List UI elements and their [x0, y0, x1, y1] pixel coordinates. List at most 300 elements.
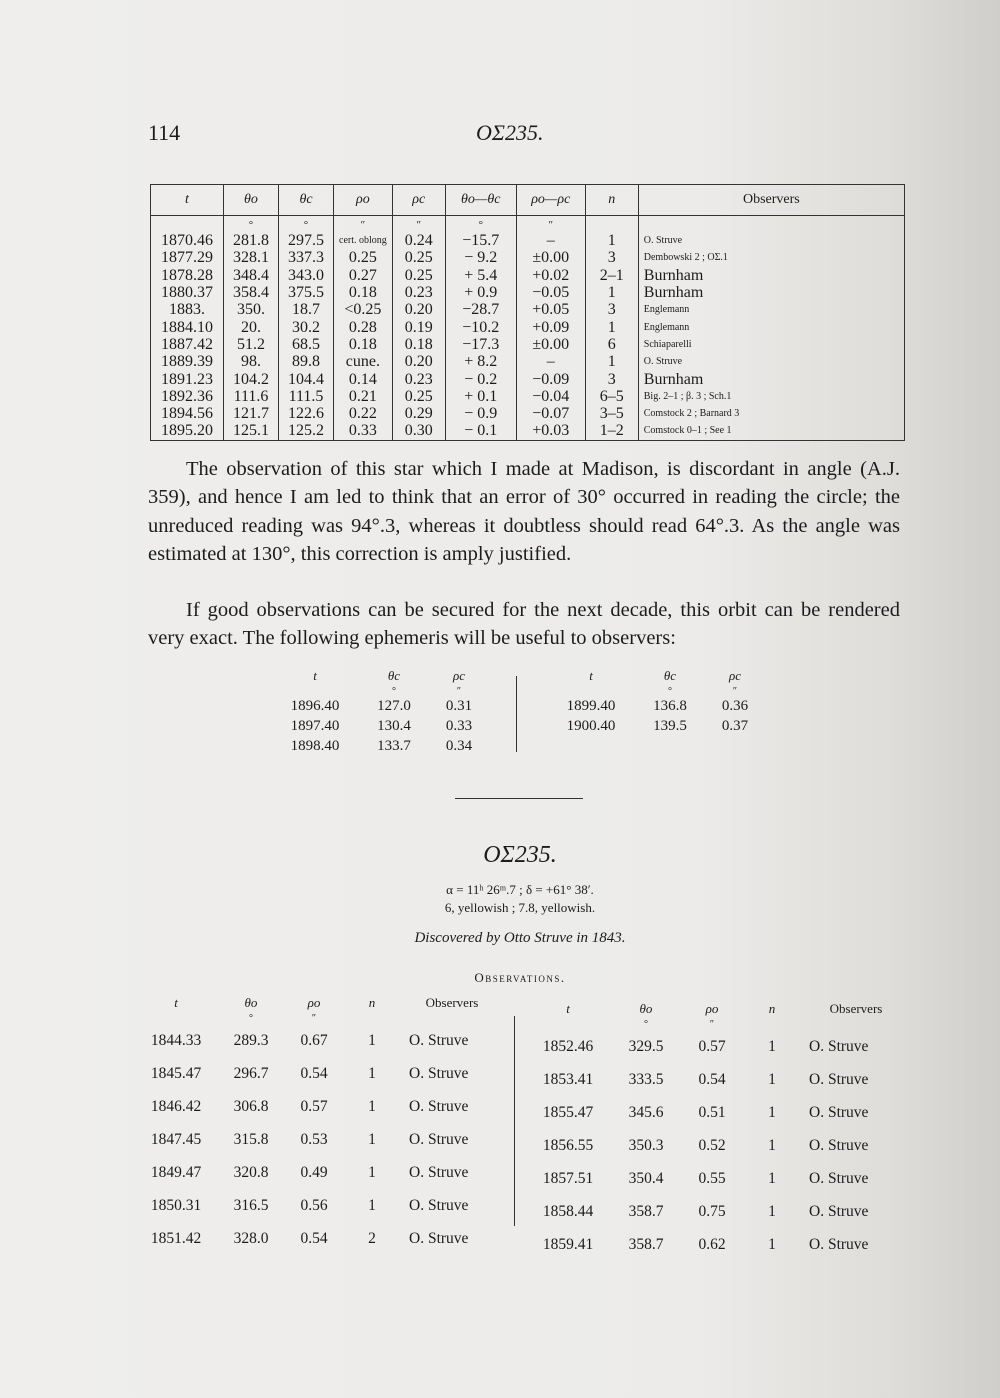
table-row	[151, 301, 905, 318]
unit: °	[249, 1013, 253, 1024]
table-cell: Dembowski 2 ; OΣ.1	[638, 249, 904, 266]
table-row	[272, 736, 488, 756]
table-cell: 358.7	[628, 1235, 664, 1253]
table-cell: 1	[768, 1103, 776, 1121]
col-header: θc	[663, 668, 677, 683]
table-cell: 0.28	[334, 318, 393, 335]
table-cell: − 0.2	[445, 370, 516, 387]
table-cell: 337.3	[279, 249, 334, 266]
table-cell: 3	[585, 370, 638, 387]
table-cell: 350.4	[628, 1169, 664, 1187]
table-cell: O. Struve	[809, 1037, 869, 1055]
table-cell: O. Struve	[409, 1064, 469, 1082]
table-cell: 125.2	[279, 422, 334, 440]
col-header: θo	[639, 1001, 653, 1016]
col-header: ρo—ρc	[516, 185, 585, 216]
table-cell: 30.2	[279, 318, 334, 335]
table-cell: 1	[368, 1097, 376, 1115]
table-cell: −0.04	[516, 388, 585, 405]
table-cell: 296.7	[233, 1064, 269, 1082]
table-cell: 0.54	[300, 1064, 328, 1082]
table-cell: 1	[768, 1136, 776, 1154]
table-cell: 111.5	[279, 388, 334, 405]
col-header: ρo	[705, 1001, 719, 1016]
units-row	[151, 216, 905, 233]
table-cell: 358.7	[628, 1202, 664, 1220]
table-cell: 306.8	[233, 1097, 269, 1115]
table-cell: 0.53	[300, 1130, 328, 1148]
table-cell: 1880.37	[151, 284, 224, 301]
table-cell: 0.75	[698, 1202, 726, 1220]
table-cell: 333.5	[628, 1070, 664, 1088]
table-cell: − 0.1	[445, 422, 516, 440]
table-cell: −0.05	[516, 284, 585, 301]
table-cell: −0.09	[516, 370, 585, 387]
table-cell: 3–5	[585, 405, 638, 422]
table-cell: 1	[368, 1064, 376, 1082]
table-cell: O. Struve	[809, 1103, 869, 1121]
col-header: θc	[387, 668, 401, 683]
comparison-table	[150, 184, 905, 441]
table-cell: + 0.1	[445, 388, 516, 405]
table-cell: 1877.29	[151, 249, 224, 266]
table-row	[151, 336, 905, 353]
units-row	[135, 1014, 503, 1024]
table-cell: 136.8	[653, 697, 687, 714]
table-cell: 0.18	[334, 336, 393, 353]
table-cell: O. Struve	[409, 1097, 469, 1115]
table-cell: Comstock 2 ; Barnard 3	[638, 405, 904, 422]
table-cell: 1847.45	[150, 1130, 202, 1148]
table-cell: 1	[585, 353, 638, 370]
table-cell: O. Struve	[638, 353, 904, 370]
table-cell: 0.51	[698, 1103, 726, 1121]
col-header: ρo	[334, 185, 393, 216]
table-row	[151, 353, 905, 370]
table-row	[525, 1096, 911, 1129]
table-cell: 1	[368, 1163, 376, 1181]
col-header: Observers	[425, 995, 479, 1010]
col-header: ρc	[452, 668, 465, 683]
table-row	[548, 716, 764, 736]
table-cell: 1	[585, 284, 638, 301]
table-cell: 1850.31	[150, 1196, 202, 1214]
table-row	[135, 1024, 503, 1057]
table-cell: 0.49	[300, 1163, 328, 1181]
table-cell: O. Struve	[809, 1070, 869, 1088]
discovery-note: Discovered by Otto Struve in 1843.	[414, 930, 626, 946]
table-row	[135, 1057, 503, 1090]
table-cell: 1855.47	[542, 1103, 594, 1121]
table-cell: 1870.46	[151, 232, 224, 249]
observations-header-row	[525, 998, 911, 1020]
table-cell: 1857.51	[542, 1169, 594, 1187]
table-cell: 122.6	[279, 405, 334, 422]
unit: ″	[334, 216, 393, 233]
table-row	[151, 284, 905, 301]
table-row	[525, 1228, 911, 1261]
table-row	[525, 1063, 911, 1096]
table-cell: 0.18	[392, 336, 445, 353]
table-cell: 1859.41	[542, 1235, 594, 1253]
table-cell: −17.3	[445, 336, 516, 353]
col-header: n	[368, 995, 376, 1010]
table-cell: 0.25	[392, 267, 445, 284]
table-cell: 0.22	[334, 405, 393, 422]
table-cell: 1845.47	[150, 1064, 202, 1082]
col-header: θo	[244, 995, 258, 1010]
table-cell: O. Struve	[409, 1196, 469, 1214]
unit: ″	[456, 686, 462, 697]
table-row	[151, 249, 905, 266]
table-cell: 0.34	[445, 737, 473, 754]
unit	[801, 1020, 911, 1030]
table-cell: 0.29	[392, 405, 445, 422]
table-cell: O. Struve	[409, 1031, 469, 1049]
table-cell: 1844.33	[150, 1031, 202, 1049]
table-cell: 133.7	[377, 737, 411, 754]
table-cell: − 9.2	[445, 249, 516, 266]
unit: °	[445, 216, 516, 233]
table-cell: 1884.10	[151, 318, 224, 335]
table-cell: +0.05	[516, 301, 585, 318]
table-cell: +0.09	[516, 318, 585, 335]
unit	[401, 1014, 503, 1024]
table-cell: 0.55	[698, 1169, 726, 1187]
table-cell: 0.18	[334, 284, 393, 301]
table-cell: 1900.40	[566, 717, 616, 734]
observations-table-left	[135, 992, 503, 1255]
table-cell: 121.7	[224, 405, 279, 422]
table-cell: O. Struve	[809, 1235, 869, 1253]
table-cell: 20.	[224, 318, 279, 335]
table-cell: 0.67	[300, 1031, 328, 1049]
table-cell: O. Struve	[809, 1136, 869, 1154]
table-cell: 1	[768, 1070, 776, 1088]
table-cell: 1	[768, 1169, 776, 1187]
table-row	[135, 1123, 503, 1156]
table-cell: 1897.40	[290, 717, 340, 734]
table-cell: 297.5	[279, 232, 334, 249]
table-cell: 345.6	[628, 1103, 664, 1121]
table-cell: 328.0	[233, 1229, 269, 1247]
table-cell: 1894.56	[151, 405, 224, 422]
col-header: t	[151, 185, 224, 216]
table-cell: –	[516, 232, 585, 249]
table-cell: 0.54	[698, 1070, 726, 1088]
section-rule	[455, 798, 583, 799]
unit: ″	[311, 1013, 317, 1024]
table-cell: 0.20	[392, 353, 445, 370]
unit	[151, 216, 224, 233]
col-header: θo—θc	[445, 185, 516, 216]
table-cell: 0.52	[698, 1136, 726, 1154]
table-cell: 1898.40	[290, 737, 340, 754]
table-row	[151, 318, 905, 335]
table-cell: 0.62	[698, 1235, 726, 1253]
table-cell: 350.3	[628, 1136, 664, 1154]
ephemeris-header-row	[548, 664, 764, 688]
table-cell: −0.07	[516, 405, 585, 422]
table-row	[135, 1156, 503, 1189]
table-row	[135, 1189, 503, 1222]
unit	[548, 688, 634, 696]
table-cell: 1	[768, 1235, 776, 1253]
table-cell: 0.14	[334, 370, 393, 387]
table-cell: 1849.47	[150, 1163, 202, 1181]
table-cell: 0.54	[300, 1229, 328, 1247]
table-cell: 315.8	[233, 1130, 269, 1148]
table-cell: Big. 2–1 ; β. 3 ; Sch.1	[638, 388, 904, 405]
unit	[585, 216, 638, 233]
table-cell: 0.20	[392, 301, 445, 318]
table-cell: +0.02	[516, 267, 585, 284]
unit	[343, 1014, 401, 1024]
col-header: n	[585, 185, 638, 216]
unit	[272, 688, 358, 696]
table-cell: 0.25	[392, 388, 445, 405]
table-cell: 0.23	[392, 284, 445, 301]
table-row	[135, 1222, 503, 1255]
table-row	[525, 1030, 911, 1063]
table-cell: 130.4	[377, 717, 411, 734]
table-cell: + 0.9	[445, 284, 516, 301]
table-cell: 348.4	[224, 267, 279, 284]
running-title: OΣ235.	[476, 120, 544, 145]
unit	[638, 216, 904, 233]
table-cell: 320.8	[233, 1163, 269, 1181]
table-row	[135, 1090, 503, 1123]
observations-divider	[514, 1016, 515, 1226]
table-cell: 375.5	[279, 284, 334, 301]
section-title: OΣ235.	[483, 842, 557, 868]
table-cell: O. Struve	[809, 1169, 869, 1187]
col-header: t	[174, 995, 178, 1010]
table-row	[151, 232, 905, 249]
unit: °	[224, 216, 279, 233]
table-cell: 51.2	[224, 336, 279, 353]
paragraph-ephemeris-intro: If good observations can be secured for the next decade, this orbit can be rendered very exact. The following ephemeris will be useful to observers:	[148, 599, 900, 650]
unit: °	[644, 1019, 648, 1030]
table-cell: 0.23	[392, 370, 445, 387]
col-header: t	[566, 1001, 570, 1016]
table-cell: 1	[368, 1130, 376, 1148]
table-cell: 0.33	[334, 422, 393, 440]
table-cell: + 5.4	[445, 267, 516, 284]
table-cell: 139.5	[653, 717, 687, 734]
table-cell: 1	[585, 318, 638, 335]
table-cell: 1889.39	[151, 353, 224, 370]
unit	[743, 1020, 801, 1030]
table-cell: 316.5	[233, 1196, 269, 1214]
table-cell: 98.	[224, 353, 279, 370]
unit: ″	[516, 216, 585, 233]
table-cell: 1	[768, 1037, 776, 1055]
col-header: ρc	[728, 668, 741, 683]
table-cell: 0.19	[392, 318, 445, 335]
table-cell: 2–1	[585, 267, 638, 284]
table-cell: 0.33	[445, 717, 473, 734]
table-cell: 1856.55	[542, 1136, 594, 1154]
table-cell: 1	[768, 1202, 776, 1220]
table-row	[525, 1162, 911, 1195]
table-cell: 1	[585, 232, 638, 249]
table-cell: 1858.44	[542, 1202, 594, 1220]
unit: °	[392, 686, 396, 697]
col-header: Observers	[638, 185, 904, 216]
col-header: t	[589, 668, 593, 683]
paragraph-madison: The observation of this star which I made at Madison, is discordant in angle (A.J. 359), and hence I am led to think that an error of 30° occurred in reading the circle; the unreduced reading was 94°.3, whereas it doubtless should read 64°.3. As the angle was estimated at 130°, this correction is amply justified.	[148, 458, 900, 566]
table-cell: 343.0	[279, 267, 334, 284]
col-header: ρo	[307, 995, 321, 1010]
col-header: θo	[224, 185, 279, 216]
table-cell: 329.5	[628, 1037, 664, 1055]
ephemeris-divider	[516, 676, 517, 752]
table-cell: 1846.42	[150, 1097, 202, 1115]
table-cell: −10.2	[445, 318, 516, 335]
table-cell: O. Struve	[809, 1202, 869, 1220]
table-cell: cert. oblong	[334, 232, 393, 249]
table-cell: 0.36	[721, 697, 749, 714]
table-cell: 0.27	[334, 267, 393, 284]
unit: °	[668, 686, 672, 697]
observations-heading: Observations.	[474, 970, 566, 985]
ephemeris-header-row	[272, 664, 488, 688]
table-cell: 358.4	[224, 284, 279, 301]
table-cell: Comstock 0–1 ; See 1	[638, 422, 904, 440]
col-header: ρc	[392, 185, 445, 216]
table-cell: 1883.	[151, 301, 224, 318]
star-magnitudes: 6, yellowish ; 7.8, yellowish.	[444, 900, 596, 915]
table-cell: 1892.36	[151, 388, 224, 405]
table-cell: 68.5	[279, 336, 334, 353]
table-cell: Burnham	[638, 267, 904, 284]
table-cell: 0.24	[392, 232, 445, 249]
unit: ″	[392, 216, 445, 233]
table-cell: 89.8	[279, 353, 334, 370]
table-cell: 1	[368, 1031, 376, 1049]
table-cell: Burnham	[638, 370, 904, 387]
units-row	[548, 688, 764, 696]
table-cell: 2	[368, 1229, 376, 1247]
table-cell: 3	[585, 301, 638, 318]
table-cell: Burnham	[638, 284, 904, 301]
table-cell: 125.1	[224, 422, 279, 440]
table-cell: −28.7	[445, 301, 516, 318]
table-cell: 1895.20	[151, 422, 224, 440]
table-cell: 104.2	[224, 370, 279, 387]
table-cell: 1887.42	[151, 336, 224, 353]
table-cell: 289.3	[233, 1031, 269, 1049]
table-row	[272, 696, 488, 716]
table-cell: 1896.40	[290, 697, 340, 714]
unit: °	[279, 216, 334, 233]
table-cell: O. Struve	[638, 232, 904, 249]
table-row	[151, 267, 905, 284]
table-cell: 6–5	[585, 388, 638, 405]
units-row	[272, 688, 488, 696]
table-cell: 1852.46	[542, 1037, 594, 1055]
table-header-row	[151, 185, 905, 216]
col-header: θc	[279, 185, 334, 216]
table-cell: 127.0	[377, 697, 411, 714]
table-cell: 0.31	[445, 697, 473, 714]
ephemeris-table-right	[548, 664, 764, 736]
table-cell: 1891.23	[151, 370, 224, 387]
table-cell: O. Struve	[409, 1229, 469, 1247]
table-row	[548, 696, 764, 716]
table-row	[151, 422, 905, 440]
table-cell: 1851.42	[150, 1229, 202, 1247]
table-row	[525, 1129, 911, 1162]
units-row	[525, 1020, 911, 1030]
col-header: Observers	[829, 1001, 883, 1016]
table-cell: 6	[585, 336, 638, 353]
col-header: n	[768, 1001, 776, 1016]
table-cell: 1878.28	[151, 267, 224, 284]
table-row	[525, 1195, 911, 1228]
table-cell: ±0.00	[516, 249, 585, 266]
table-row	[272, 716, 488, 736]
table-cell: 1	[368, 1196, 376, 1214]
ephemeris-table-left	[272, 664, 488, 756]
table-cell: 104.4	[279, 370, 334, 387]
star-coordinates: α = 11ʰ 26ᵐ.7 ; δ = +61° 38′.	[446, 882, 594, 897]
col-header: t	[313, 668, 317, 683]
table-row	[151, 370, 905, 387]
table-cell: 350.	[224, 301, 279, 318]
observations-header-row	[135, 992, 503, 1014]
table-cell: 0.30	[392, 422, 445, 440]
table-cell: Englemann	[638, 318, 904, 335]
table-cell: cune.	[334, 353, 393, 370]
table-cell: + 8.2	[445, 353, 516, 370]
table-cell: 0.25	[334, 249, 393, 266]
table-row	[151, 405, 905, 422]
table-cell: 0.37	[721, 717, 749, 734]
table-cell: 1853.41	[542, 1070, 594, 1088]
unit: ″	[732, 686, 738, 697]
page-number: 114	[148, 120, 181, 145]
table-cell: 18.7	[279, 301, 334, 318]
table-cell: −15.7	[445, 232, 516, 249]
table-cell: 111.6	[224, 388, 279, 405]
table-cell: O. Struve	[409, 1130, 469, 1148]
table-cell: Schiaparelli	[638, 336, 904, 353]
table-cell: <0.25	[334, 301, 393, 318]
table-cell: 3	[585, 249, 638, 266]
table-cell: 0.57	[698, 1037, 726, 1055]
unit	[525, 1020, 611, 1030]
table-cell: 1899.40	[566, 697, 616, 714]
table-cell: 0.21	[334, 388, 393, 405]
table-cell: O. Struve	[409, 1163, 469, 1181]
unit: ″	[709, 1019, 715, 1030]
table-cell: 0.57	[300, 1097, 328, 1115]
table-cell: Englemann	[638, 301, 904, 318]
table-cell: ±0.00	[516, 336, 585, 353]
table-cell: +0.03	[516, 422, 585, 440]
observations-table-right	[525, 998, 911, 1261]
table-cell: − 0.9	[445, 405, 516, 422]
table-cell: 281.8	[224, 232, 279, 249]
table-row	[151, 388, 905, 405]
table-cell: –	[516, 353, 585, 370]
table-cell: 0.56	[300, 1196, 328, 1214]
unit	[135, 1014, 217, 1024]
table-cell: 1–2	[585, 422, 638, 440]
table-cell: 328.1	[224, 249, 279, 266]
